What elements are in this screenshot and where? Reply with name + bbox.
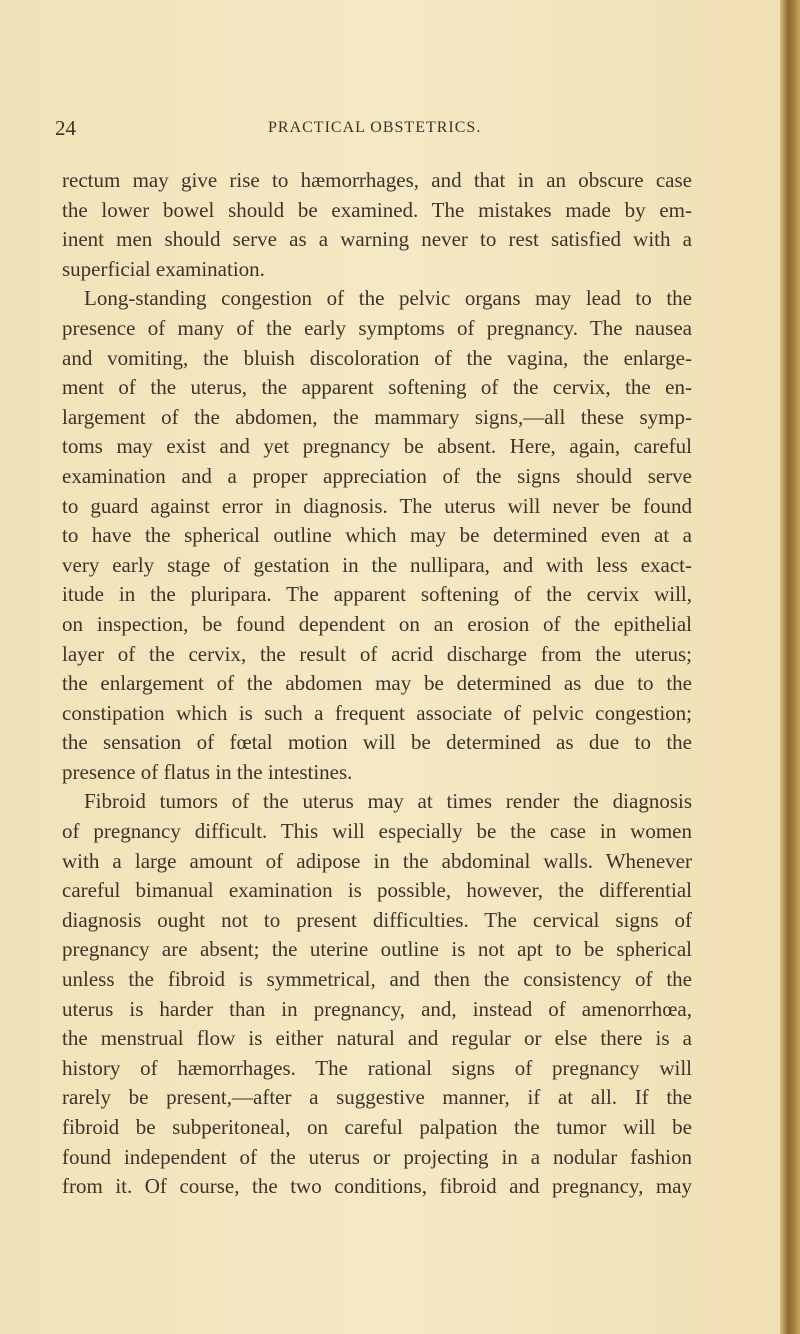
text-line: the lower bowel should be examined. The mistakes made by em-	[62, 197, 692, 222]
text-line: itude in the pluripara. The apparent softening of the cervix will,	[62, 582, 692, 607]
text-line: found independent of the uterus or projecting in a nodular fashion	[62, 1144, 692, 1169]
text-line: Long-standing congestion of the pelvic organs may lead to the	[84, 286, 692, 311]
text-line: superficial examination.	[62, 256, 265, 281]
text-line: careful bimanual examination is possible, however, the differential	[62, 878, 692, 903]
text-line: examination and a proper appreciation of the signs should serve	[62, 463, 692, 488]
text-line: and vomiting, the bluish discoloration of the vagina, the enlarge-	[62, 345, 692, 370]
text-line: from it. Of course, the two conditions, fibroid and pregnancy, may	[62, 1174, 692, 1199]
text-line: rectum may give rise to hæmorrhages, and that in an obscure case	[62, 168, 692, 192]
text-line: diagnosis ought not to present difficulties. The cervical signs of	[62, 907, 692, 932]
text-line: of pregnancy difficult. This will especially be the case in women	[62, 819, 692, 844]
text-line: ment of the uterus, the apparent softening of the cervix, the en-	[62, 375, 692, 400]
text-line: the sensation of fœtal motion will be determined as due to the	[62, 730, 692, 755]
text-line: the menstrual flow is either natural and regular or else there is a	[62, 1026, 692, 1051]
page-edge	[780, 0, 800, 1334]
text-line: presence of flatus in the intestines.	[62, 759, 353, 784]
page-number: 24	[55, 116, 76, 140]
text-line: unless the fibroid is symmetrical, and then the consistency of the	[62, 967, 692, 992]
text-line: fibroid be subperitoneal, on careful palpation the tumor will be	[62, 1115, 692, 1139]
text-line: largement of the abdomen, the mammary signs,—all these symp-	[62, 404, 692, 429]
text-line: history of hæmorrhages. The rational signs of pregnancy will	[62, 1055, 692, 1080]
text-line: Fibroid tumors of the uterus may at times render the diagnosis	[84, 789, 692, 814]
text-line: uterus is harder than in pregnancy, and, instead of amenorrhœa,	[62, 996, 692, 1021]
text-line: rarely be present,—after a suggestive manner, if at all. If the	[62, 1085, 692, 1110]
text-line: to guard against error in diagnosis. The uterus will never be found	[62, 493, 692, 518]
text-line: to have the spherical outline which may be determined even at a	[62, 523, 692, 548]
text-line: on inspection, be found dependent on an erosion of the epithelial	[62, 611, 692, 636]
text-line: constipation which is such a frequent associate of pelvic congestion;	[62, 700, 692, 725]
text-line: inent men should serve as a warning never to rest satisfied with a	[62, 227, 692, 252]
text-line: very early stage of gestation in the nullipara, and with less exact-	[62, 552, 692, 577]
text-line: with a large amount of adipose in the abdominal walls. Whenever	[62, 848, 692, 873]
running-title: PRACTICAL OBSTETRICS.	[268, 119, 482, 136]
text-line: toms may exist and yet pregnancy be absent. Here, again, careful	[62, 434, 692, 459]
text-line: the enlargement of the abdomen may be determined as due to the	[62, 671, 692, 696]
body-text	[62, 166, 692, 1202]
text-line: layer of the cervix, the result of acrid discharge from the uterus;	[62, 641, 692, 666]
text-line: presence of many of the early symptoms of pregnancy. The nausea	[62, 315, 692, 340]
text-line: pregnancy are absent; the uterine outline is not apt to be spherical	[62, 937, 692, 962]
